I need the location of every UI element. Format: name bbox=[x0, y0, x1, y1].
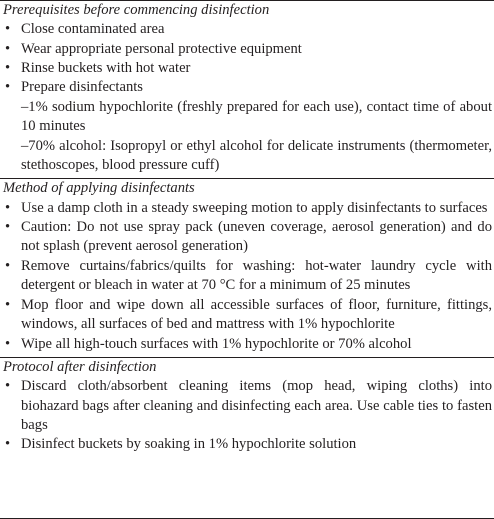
section-heading: Protocol after disinfection bbox=[3, 358, 157, 375]
section-heading: Method of applying disinfectants bbox=[3, 180, 195, 197]
list-item bbox=[3, 59, 492, 78]
item-list bbox=[3, 377, 492, 455]
item-text: Prepare disinfectants bbox=[21, 79, 143, 96]
list-item bbox=[3, 296, 492, 335]
list-item bbox=[3, 20, 492, 39]
list-item bbox=[3, 335, 492, 354]
section-method bbox=[0, 178, 494, 356]
item-text: Close contaminated area bbox=[21, 21, 165, 38]
bullet-icon: • bbox=[5, 378, 11, 395]
bullet-icon: • bbox=[5, 199, 11, 216]
item-text: Caution: Do not use spray pack (uneven coverage, aerosol generation) and do not splash (prevent aerosol generation) bbox=[21, 219, 492, 255]
item-text: Wipe all high-touch surfaces with 1% hypochlorite or 70% alcohol bbox=[21, 335, 412, 352]
item-text: Disinfect buckets by soaking in 1% hypochlorite solution bbox=[21, 436, 357, 453]
item-text: Use a damp cloth in a steady sweeping motion to apply disinfectants to surfaces bbox=[21, 199, 488, 216]
list-item bbox=[3, 257, 492, 296]
bullet-icon: • bbox=[5, 219, 11, 236]
item-text: Wear appropriate personal protective equipment bbox=[21, 40, 302, 57]
list-item bbox=[3, 199, 492, 218]
list-item bbox=[3, 435, 492, 454]
list-item bbox=[3, 78, 492, 175]
bullet-icon: • bbox=[5, 296, 11, 313]
sub-item-text: –70% alcohol: Isopropyl or ethyl alcohol for delicate instruments (thermometer, stethoscopes, blood pressure cuff) bbox=[21, 137, 492, 174]
section-prerequisites bbox=[0, 1, 494, 178]
item-text: Rinse buckets with hot water bbox=[21, 60, 191, 77]
bullet-icon: • bbox=[5, 436, 11, 453]
bullet-icon: • bbox=[5, 257, 11, 274]
list-item bbox=[3, 40, 492, 59]
item-text: Discard cloth/absorbent cleaning items (mop head, wiping cloths) into biohazard bags after cleaning and disinfecting each area. Use cable ties to fasten bags bbox=[21, 378, 492, 433]
item-text: Remove curtains/fabrics/quilts for washing: hot-water laundry cycle with detergent or bleach in water at 70 °C for a minimum of 25 minutes bbox=[21, 257, 492, 294]
section-heading: Prerequisites before commencing disinfection bbox=[3, 2, 270, 18]
list-item bbox=[3, 218, 492, 257]
item-list bbox=[3, 20, 492, 175]
bullet-icon: • bbox=[5, 40, 11, 57]
item-list bbox=[3, 199, 492, 354]
bullet-icon: • bbox=[5, 79, 11, 96]
list-item bbox=[3, 377, 492, 435]
bullet-icon: • bbox=[5, 21, 11, 38]
bullet-icon: • bbox=[5, 335, 11, 352]
section-protocol-after bbox=[0, 357, 494, 457]
item-text: Mop floor and wipe down all accessible surfaces of floor, furniture, fittings, windows, all surfaces of bed and mattress with 1% hypochlorite bbox=[21, 296, 492, 333]
bullet-icon: • bbox=[5, 60, 11, 77]
sub-item-text: –1% sodium hypochlorite (freshly prepared for each use), contact time of about 10 minutes bbox=[21, 98, 492, 135]
